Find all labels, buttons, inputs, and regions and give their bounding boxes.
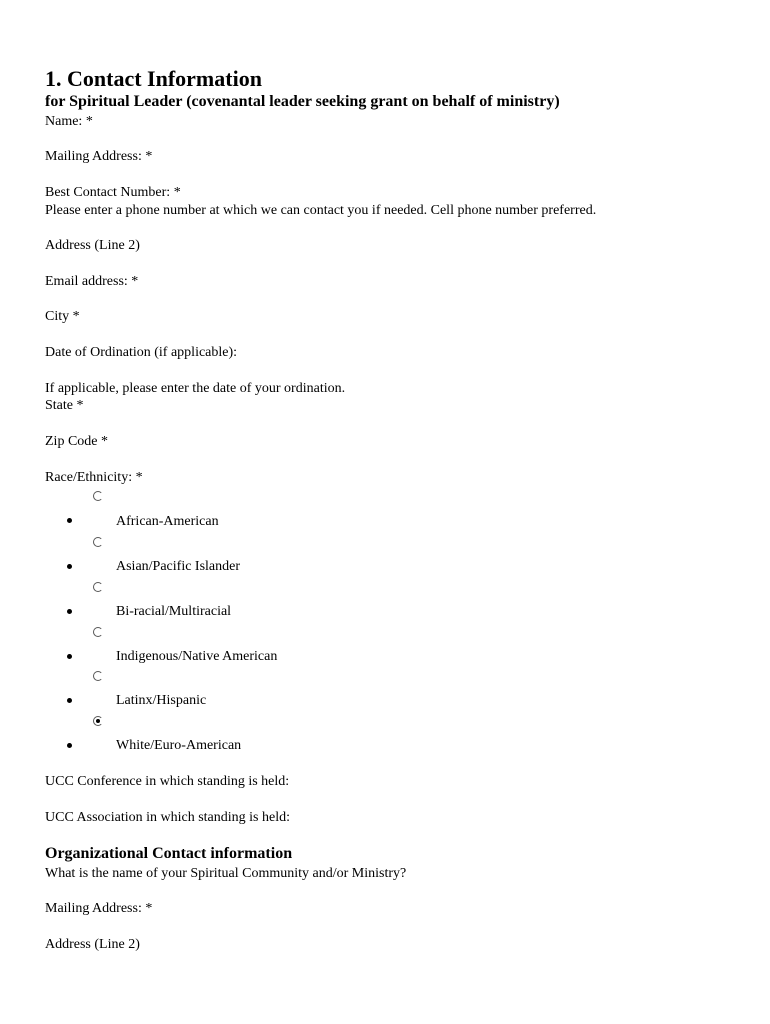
option-label: Asian/Pacific Islander	[116, 559, 241, 574]
conference-label: UCC Conference in which standing is held:	[45, 774, 290, 789]
email-label: Email address: *	[45, 274, 139, 289]
org-section-title: Organizational Contact information	[45, 845, 293, 862]
mailing-address-label: Mailing Address: *	[45, 149, 153, 164]
option-label: African-American	[116, 514, 219, 529]
radio-indigenous-native-american[interactable]	[93, 627, 103, 637]
state-label: State *	[45, 398, 84, 413]
ordination-help: If applicable, please enter the date of your ordination.	[45, 381, 346, 396]
radio-latinx-hispanic[interactable]	[93, 671, 103, 681]
list-bullet	[67, 609, 72, 614]
best-contact-label: Best Contact Number: *	[45, 185, 181, 200]
city-label: City *	[45, 309, 80, 324]
association-label: UCC Association in which standing is held:	[45, 810, 290, 825]
list-bullet	[67, 654, 72, 659]
radio-biracial-multiracial[interactable]	[93, 582, 103, 592]
radio-african-american[interactable]	[93, 491, 103, 501]
option-label: Indigenous/Native American	[116, 649, 278, 664]
option-label: White/Euro-American	[116, 738, 242, 753]
option-label: Bi-racial/Multiracial	[116, 604, 232, 619]
section-title: 1. Contact Information	[45, 66, 262, 91]
org-name-question: What is the name of your Spiritual Community and/or Ministry?	[45, 866, 407, 881]
org-address-line2-label: Address (Line 2)	[45, 937, 140, 952]
list-bullet	[67, 698, 72, 703]
zip-label: Zip Code *	[45, 434, 108, 449]
list-bullet	[67, 518, 72, 523]
option-label: Latinx/Hispanic	[116, 693, 207, 708]
list-bullet	[67, 743, 72, 748]
radio-asian-pacific-islander[interactable]	[93, 537, 103, 547]
list-bullet	[67, 564, 72, 569]
section-subtitle: for Spiritual Leader (covenantal leader seeking grant on behalf of ministry)	[45, 93, 560, 110]
radio-white-euro-american[interactable]	[93, 716, 103, 726]
name-label: Name: *	[45, 114, 93, 129]
org-mailing-address-label: Mailing Address: *	[45, 901, 153, 916]
race-label: Race/Ethnicity: *	[45, 470, 143, 485]
address-line2-label: Address (Line 2)	[45, 238, 140, 253]
ordination-label: Date of Ordination (if applicable):	[45, 345, 238, 360]
best-contact-help: Please enter a phone number at which we can contact you if needed. Cell phone number preferred.	[45, 203, 597, 218]
